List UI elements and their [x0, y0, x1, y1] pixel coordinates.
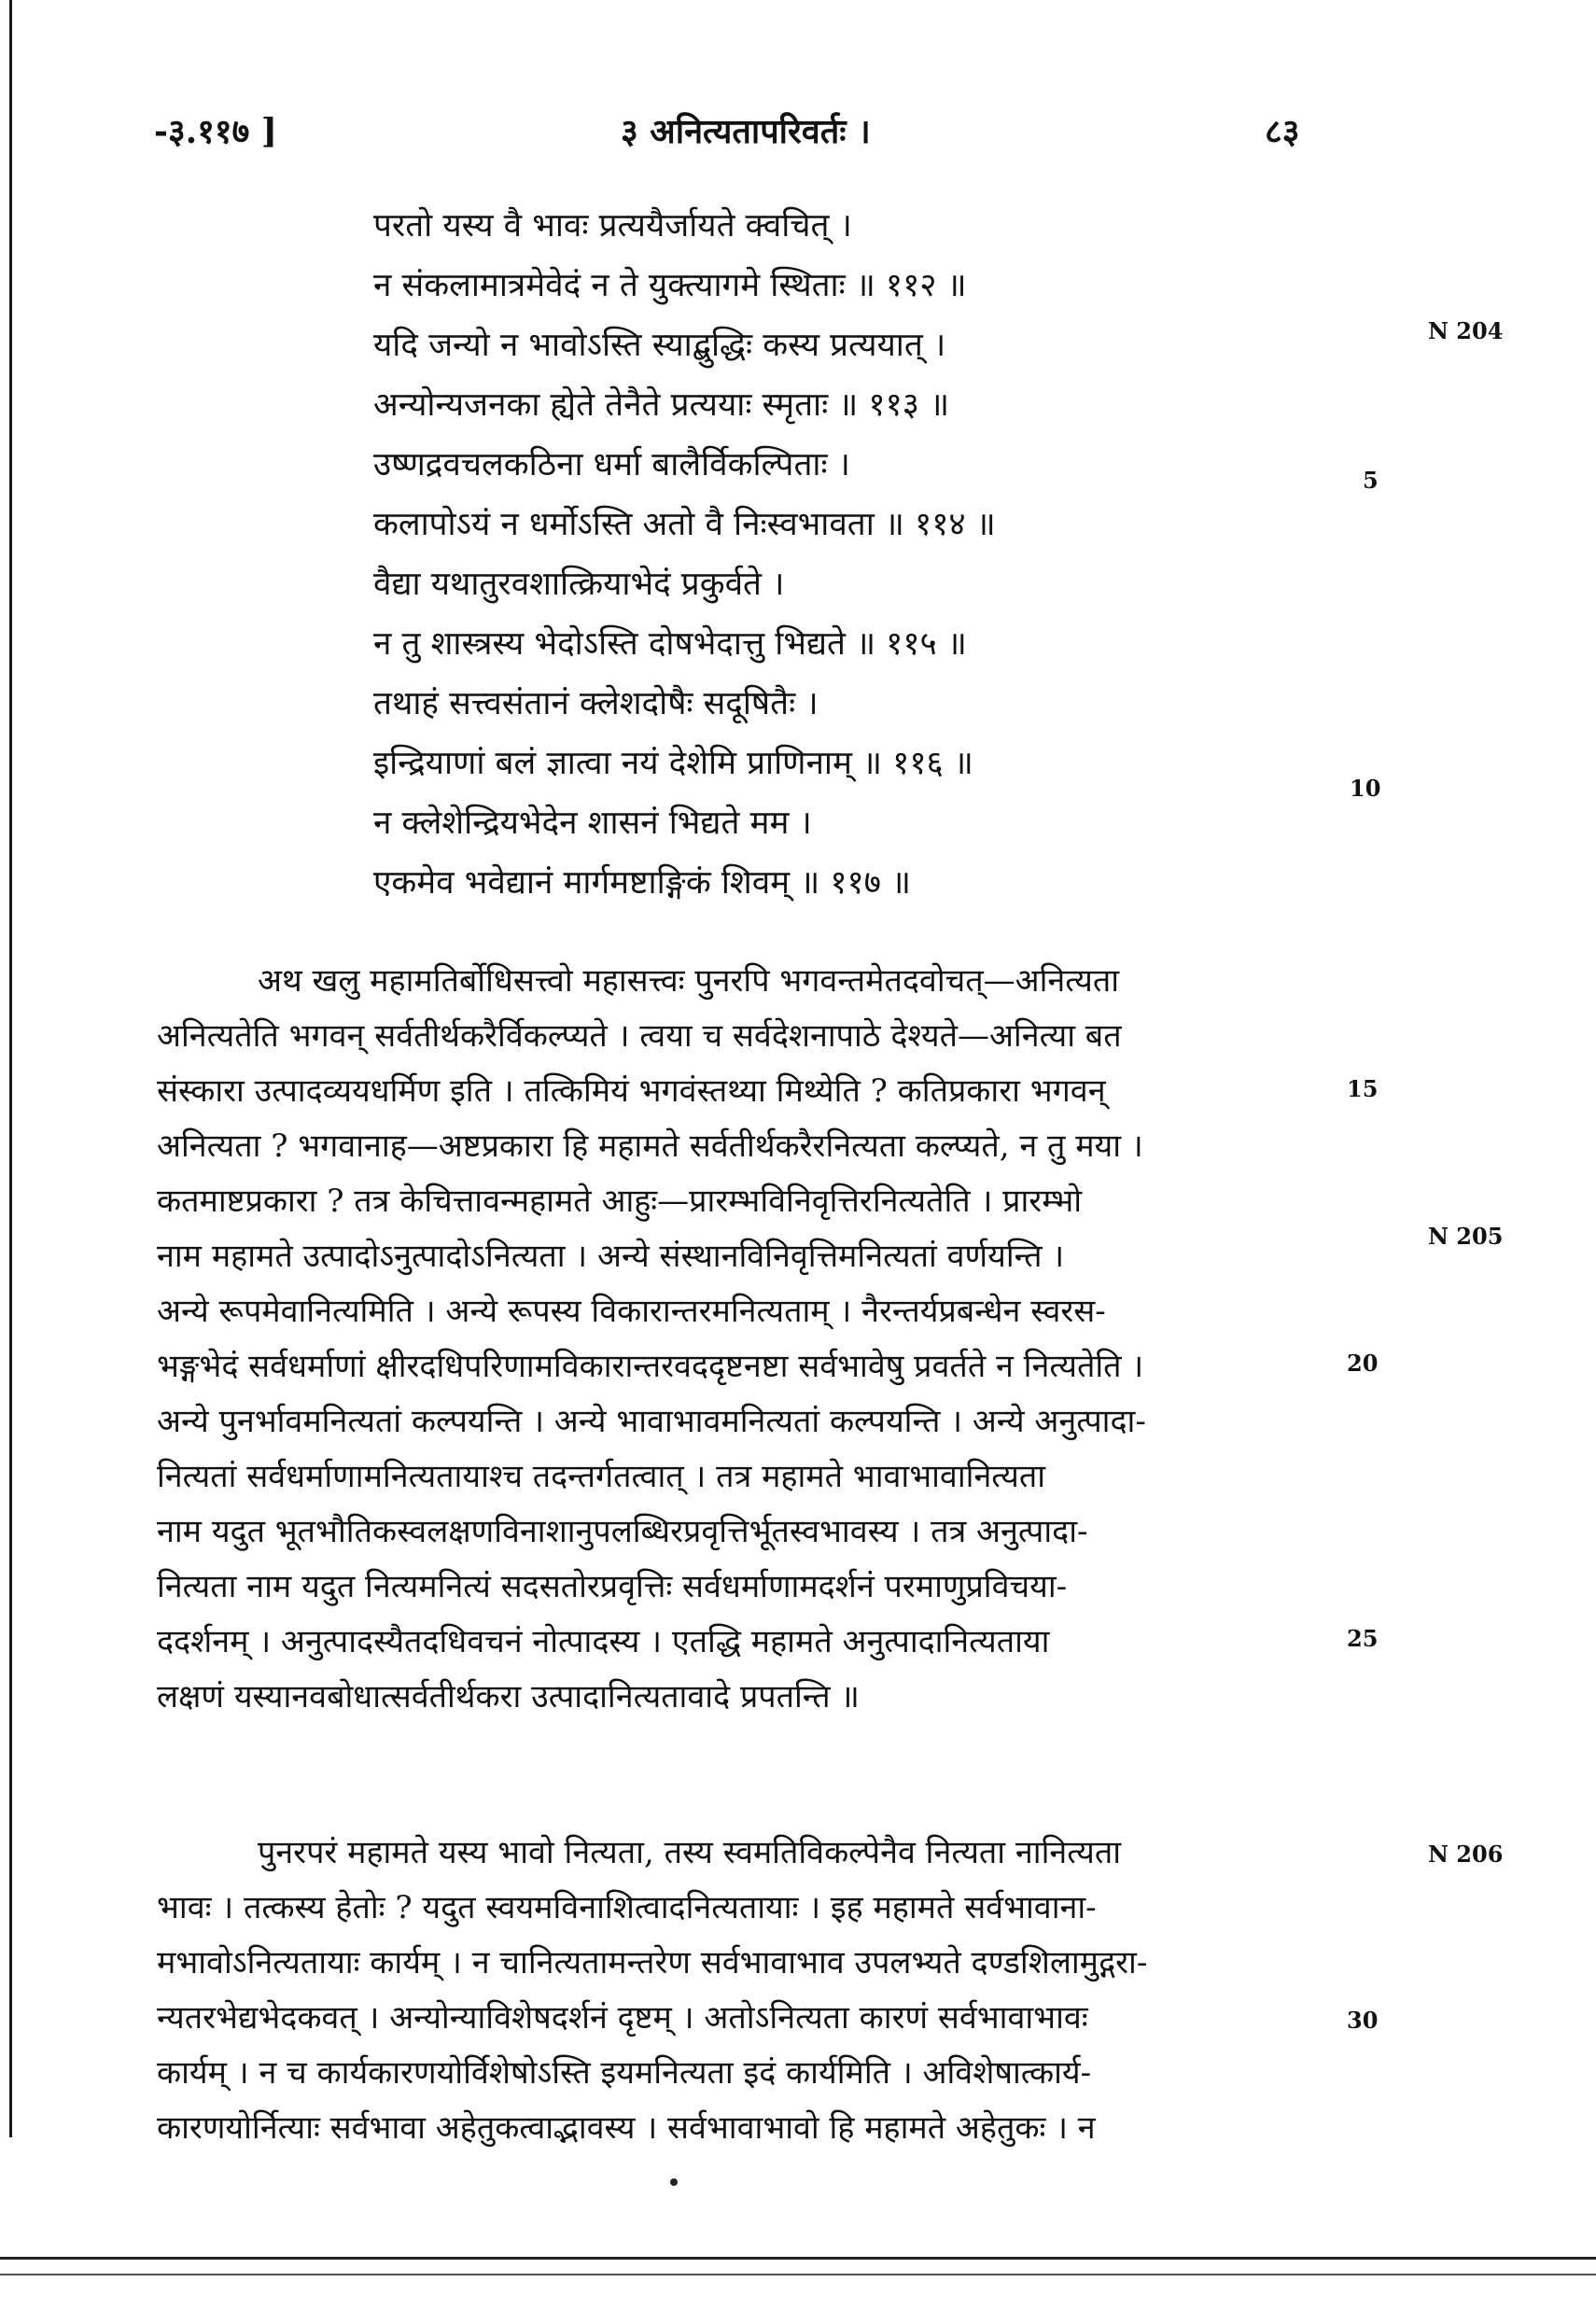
verse-line: न संकलामात्रमेवेदं न ते युक्त्यागमे स्थिताः ॥ ११२ ॥	[373, 267, 967, 304]
paragraph-1	[157, 954, 1344, 1725]
page-header	[0, 107, 1596, 163]
verse-line: वैद्या यथातुरवशात्क्रियाभेदं प्रकुर्वते ।	[373, 566, 785, 603]
margin-note-n206: N 206	[1428, 1841, 1504, 1868]
paragraph-line: कार्यम् । न च कार्यकारणयोर्विशेषोऽस्ति इयमनित्यता इदं कार्यमिति । अविशेषात्कार्य-	[157, 2054, 1092, 2092]
paragraph-line: अन्ये रूपमेवानित्यमिति । अन्ये रूपस्य विकारान्तरमनित्यताम् । नैरन्तर्यप्रबन्धेन स्वरस-	[157, 1293, 1106, 1330]
paragraph-line: अनित्यता ? भगवानाह—अष्टप्रकारा हि महामते सर्वतीर्थकरैरनित्यता कल्प्यते, न तु मया ।	[157, 1127, 1143, 1165]
stray-dot	[670, 2178, 678, 2186]
paragraph-2	[157, 1826, 1344, 2156]
header-page-number: ८३	[1265, 112, 1300, 151]
verse-line: अन्योन्यजनका ह्येते तेनैते प्रत्ययाः स्मृताः ॥ ११३ ॥	[373, 386, 950, 424]
header-section-ref: -३.११७ ]	[154, 112, 277, 151]
verse-line: न क्लेशेन्द्रियभेदेन शासनं भिद्यते मम ।	[373, 805, 812, 842]
paragraph-line: भङ्गभेदं सर्वधर्माणां क्षीरदधिपरिणामविकारान्तरवददृष्टनष्टा सर्वभावेषु प्रवर्तते न नित्यतेति ।	[157, 1348, 1144, 1385]
left-margin-rule	[9, 0, 12, 2137]
verse-line: यदि जन्यो न भावोऽस्ति स्याद्बुद्धिः कस्य प्रत्ययात् ।	[373, 327, 946, 364]
verse-block	[373, 196, 1400, 913]
line-number-30: 30	[1347, 2007, 1379, 2034]
line-number-5: 5	[1363, 467, 1379, 494]
paragraph-line: संस्कारा उत्पादव्ययधर्मिण इति । तत्किमियं भगवंस्तथ्या मिथ्येति ? कतिप्रकारा भगवन्	[157, 1072, 1106, 1110]
line-number-25: 25	[1347, 1625, 1379, 1652]
paragraph-line: ददर्शनम् । अनुत्पादस्यैतदधिवचनं नोत्पादस्य । एतद्धि महामते अनुत्पादानित्यताया	[157, 1623, 1050, 1660]
paragraph-line: अनित्यतेति भगवन् सर्वतीर्थकरैर्विकल्प्यते । त्वया च सर्वदेशनापाठे देश्यते—अनित्या बत	[157, 1017, 1122, 1055]
margin-note-n204: N 204	[1428, 317, 1504, 344]
paragraph-line: अन्ये पुनर्भावमनित्यतां कल्पयन्ति । अन्ये भावाभावमनित्यतां कल्पयन्ति । अन्ये अनुत्पादा-	[157, 1403, 1146, 1440]
verse-line: इन्द्रियाणां बलं ज्ञात्वा नयं देशेमि प्राणिनाम् ॥ ११६ ॥	[373, 745, 973, 782]
paragraph-line: नित्यतां सर्वधर्माणामनित्यतायाश्च तदन्तर्गतत्वात् । तत्र महामते भावाभावानित्यता	[157, 1458, 1046, 1495]
verse-line: कलापोऽयं न धर्मोऽस्ति अतो वै निःस्वभावता ॥ ११४ ॥	[373, 506, 996, 543]
line-number-10: 10	[1350, 775, 1381, 802]
paragraph-line: नित्यता नाम यदुत नित्यमनित्यं सदसतोरप्रवृत्तिः सर्वधर्माणामदर्शनं परमाणुप्रविचया-	[157, 1568, 1068, 1605]
paragraph-line: न्यतरभेद्यभेदकवत् । अन्योन्याविशेषदर्शनं दृष्टम् । अतोऽनित्यता कारणं सर्वभावाभावः	[157, 1999, 1088, 2037]
verse-line: न तु शास्त्रस्य भेदोऽस्ति दोषभेदात्तु भिद्यते ॥ ११५ ॥	[373, 625, 967, 663]
paragraph-line: कतमाष्टप्रकारा ? तत्र केचित्तावन्महामते आहुः—प्रारम्भविनिवृत्तिरनित्यतेति । प्रारम्भो	[157, 1183, 1083, 1220]
paragraph-line: लक्षणं यस्यानवबोधात्सर्वतीर्थकरा उत्पादानित्यतावादे प्रपतन्ति ॥	[157, 1678, 860, 1715]
line-number-20: 20	[1347, 1350, 1379, 1377]
verse-line: एकमेव भवेद्यानं मार्गमष्टाङ्गिकं शिवम् ॥ ११७ ॥	[373, 864, 912, 902]
paragraph-line: नाम महामते उत्पादोऽनुत्पादोऽनित्यता । अन्ये संस्थानविनिवृत्तिमनित्यतां वर्णयन्ति ।	[157, 1238, 1065, 1275]
paragraph-line: मभावोऽनित्यतायाः कार्यम् । न चानित्यतामन्तरेण सर्वभावाभाव उपलभ्यते दण्डशिलामुद्गरा-	[157, 1944, 1148, 1981]
paragraph-line: भावः । तत्कस्य हेतोः ? यदुत स्वयमविनाशित्वादनित्यतायाः । इह महामते सर्वभावाना-	[157, 1889, 1097, 1926]
paragraph-line: पुनरपरं महामते यस्य भावो नित्यता, तस्य स्वमतिविकल्पेनैव नित्यता नानित्यता	[258, 1834, 1122, 1871]
paragraph-line: अथ खलु महामतिर्बोधिसत्त्वो महासत्त्वः पुनरपि भगवन्तमेतदवोचत्—अनित्यता	[258, 962, 1120, 1000]
verse-line: तथाहं सत्त्वसंतानं क्लेशदोषैः सदूषितैः ।	[373, 685, 819, 722]
paragraph-line: नाम यदुत भूतभौतिकस्वलक्षणविनाशानुपलब्धिरप्रवृत्तिर्भूतस्वभावस्य । तत्र अनुत्पादा-	[157, 1513, 1088, 1550]
paragraph-line: कारणयोर्नित्याः सर्वभावा अहेतुकत्वाद्भावस्य । सर्वभावाभावो हि महामते अहेतुकः । न	[157, 2109, 1096, 2147]
line-number-15: 15	[1347, 1075, 1379, 1102]
bottom-rule-secondary	[0, 2274, 1596, 2275]
header-chapter-title: ३ अनित्यतापरिवर्तः ।	[621, 112, 871, 151]
verse-line: उष्णद्रवचलकठिना धर्मा बालैर्विकल्पिताः ।	[373, 446, 850, 483]
bottom-rule	[0, 2257, 1596, 2260]
verse-line: परतो यस्य वै भावः प्रत्ययैर्जायते क्वचित् ।	[373, 207, 852, 245]
margin-note-n205: N 205	[1428, 1223, 1504, 1250]
